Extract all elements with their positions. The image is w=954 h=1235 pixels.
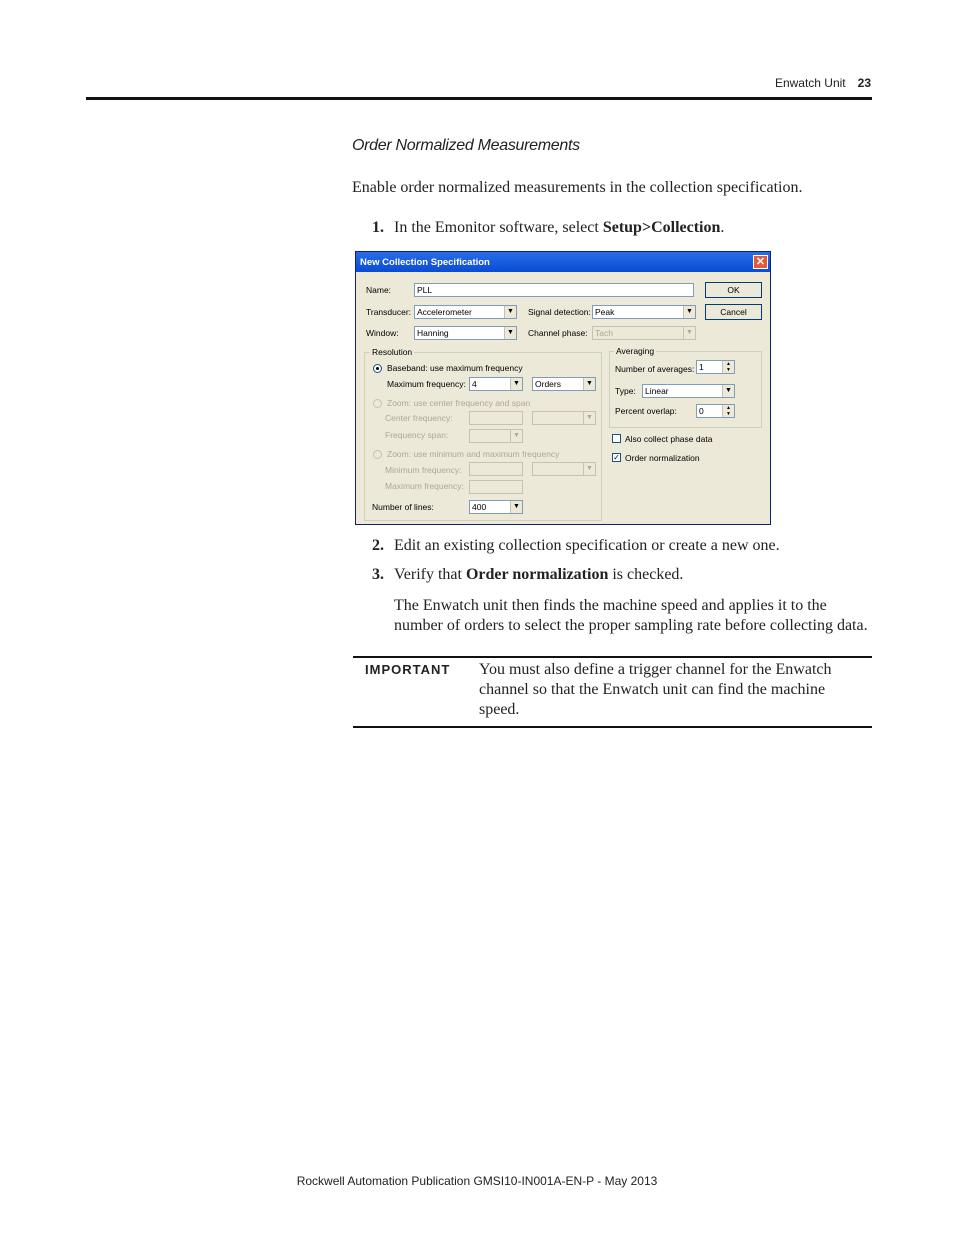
step-text: Edit an existing collection specification or create a new one. — [394, 537, 780, 554]
center-frequency-input — [469, 411, 523, 425]
baseband-radio[interactable] — [373, 364, 382, 373]
chevron-down-icon: ▼ — [510, 501, 522, 513]
transducer-label: Transducer: — [366, 307, 412, 317]
name-input[interactable]: PLL — [414, 283, 694, 297]
important-text: You must also define a trigger channel for the Enwatch channel so that the Enwatch unit can find the machine speed. — [479, 661, 832, 718]
max-frequency-label: Maximum frequency: — [387, 379, 466, 389]
close-icon[interactable]: ✕ — [753, 255, 768, 269]
important-bottom-rule — [353, 726, 872, 728]
max-frequency-value: 4 — [472, 379, 477, 389]
section-title: Order Normalized Measurements — [352, 137, 580, 154]
phase-data-label: Also collect phase data — [625, 434, 713, 444]
ok-button[interactable]: OK — [705, 282, 762, 298]
channel-phase-label: Channel phase: — [528, 328, 588, 338]
signal-select[interactable] — [592, 305, 696, 319]
spinner-icon[interactable] — [722, 361, 734, 373]
page-number: 23 — [857, 76, 871, 90]
spin-up-icon: ▲ — [726, 405, 731, 411]
percent-overlap-input[interactable] — [696, 404, 735, 418]
order-normalization-label: Order normalization — [625, 453, 700, 463]
number-of-lines-value: 400 — [472, 502, 487, 512]
max-frequency-zoom-label: Maximum frequency: — [385, 481, 464, 491]
center-frequency-label: Center frequency: — [385, 413, 453, 423]
signal-label: Signal detection: — [528, 307, 591, 317]
collection-spec-dialog — [355, 251, 771, 525]
frequency-span-label: Frequency span: — [385, 430, 449, 440]
page-header — [775, 76, 871, 90]
center-unit-select — [532, 411, 596, 425]
important-label: IMPORTANT — [365, 662, 451, 677]
number-of-lines-select[interactable] — [469, 500, 523, 514]
chevron-down-icon: ▼ — [583, 378, 595, 390]
chevron-down-icon: ▼ — [504, 327, 516, 339]
step-text-end: . — [720, 219, 725, 236]
channel-phase-select — [592, 326, 696, 340]
spinner-icon[interactable] — [722, 405, 734, 417]
step-3-description: The Enwatch unit then finds the machine speed and applies it to the number of orders to select the proper sampling rate before collecting data. — [394, 597, 868, 634]
spin-up-icon: ▲ — [726, 361, 731, 367]
min-frequency-label: Minimum frequency: — [385, 465, 462, 475]
min-unit-select — [532, 462, 596, 476]
type-label: Type: — [615, 386, 636, 396]
chevron-down-icon: ▼ — [510, 378, 522, 390]
max-frequency-zoom-input — [469, 480, 523, 494]
step-number: 1. — [372, 219, 384, 236]
dialog-title: New Collection Specification — [360, 257, 490, 268]
dialog-titlebar — [356, 252, 770, 272]
transducer-value: Accelerometer — [417, 307, 472, 317]
intro-paragraph: Enable order normalized measurements in the collection specification. — [352, 179, 803, 196]
number-of-lines-label: Number of lines: — [372, 502, 434, 512]
step-2 — [372, 537, 780, 555]
name-label: Name: — [366, 285, 392, 295]
channel-phase-value: Tach — [595, 328, 613, 338]
step-bold: Order normalization — [465, 566, 609, 583]
step-bold: Setup>Collection — [602, 219, 721, 236]
percent-overlap-value: 0 — [699, 406, 704, 416]
zoom-center-radio[interactable] — [373, 399, 382, 408]
header-section: Enwatch Unit — [774, 76, 846, 90]
header-rule — [86, 97, 872, 100]
resolution-title: Resolution — [372, 347, 413, 357]
window-select[interactable] — [414, 326, 517, 340]
max-frequency-select[interactable] — [469, 377, 523, 391]
frequency-span-select — [469, 429, 523, 443]
cancel-button[interactable]: Cancel — [705, 304, 762, 320]
frequency-unit-value: Orders — [535, 379, 561, 389]
step-number: 2. — [372, 537, 384, 554]
frequency-unit-select[interactable] — [532, 377, 596, 391]
zoom-minmax-label: Zoom: use minimum and maximum frequency — [387, 449, 560, 459]
chevron-down-icon: ▼ — [683, 327, 695, 339]
chevron-down-icon: ▼ — [583, 463, 595, 475]
step-text: In the Emonitor software, select — [394, 219, 603, 236]
window-value: Hanning — [417, 328, 449, 338]
averaging-title: Averaging — [616, 346, 655, 356]
zoom-center-label: Zoom: use center frequency and span — [387, 398, 531, 408]
number-of-averages-value: 1 — [699, 362, 704, 372]
order-normalization-checkbox[interactable]: ✓ — [613, 453, 620, 462]
step-1 — [372, 219, 724, 237]
chevron-down-icon: ▼ — [722, 385, 734, 397]
step-3 — [372, 566, 683, 584]
signal-value: Peak — [595, 307, 615, 317]
baseband-label: Baseband: use maximum frequency — [387, 363, 523, 373]
zoom-minmax-radio[interactable] — [373, 450, 382, 459]
transducer-select[interactable] — [414, 305, 517, 319]
number-of-averages-input[interactable] — [696, 360, 735, 374]
chevron-down-icon: ▼ — [510, 430, 522, 442]
spin-down-icon: ▼ — [726, 367, 731, 373]
page-footer: Rockwell Automation Publication GMSI10-IN001A-EN-P - May 2013 — [296, 1174, 658, 1188]
chevron-down-icon: ▼ — [683, 306, 695, 318]
averaging-type-value: Linear — [645, 386, 669, 396]
step-number: 3. — [372, 566, 384, 583]
chevron-down-icon: ▼ — [583, 412, 595, 424]
phase-data-checkbox[interactable] — [612, 434, 621, 443]
spin-down-icon: ▼ — [726, 411, 731, 417]
number-of-averages-label: Number of averages: — [615, 364, 695, 374]
step-text: Verify that — [394, 566, 466, 583]
chevron-down-icon: ▼ — [504, 306, 516, 318]
step-text-end: is checked. — [608, 566, 684, 583]
averaging-type-select[interactable] — [642, 384, 735, 398]
important-top-rule — [353, 656, 872, 658]
min-frequency-input — [469, 462, 523, 476]
window-label: Window: — [366, 328, 399, 338]
percent-overlap-label: Percent overlap: — [615, 406, 677, 416]
